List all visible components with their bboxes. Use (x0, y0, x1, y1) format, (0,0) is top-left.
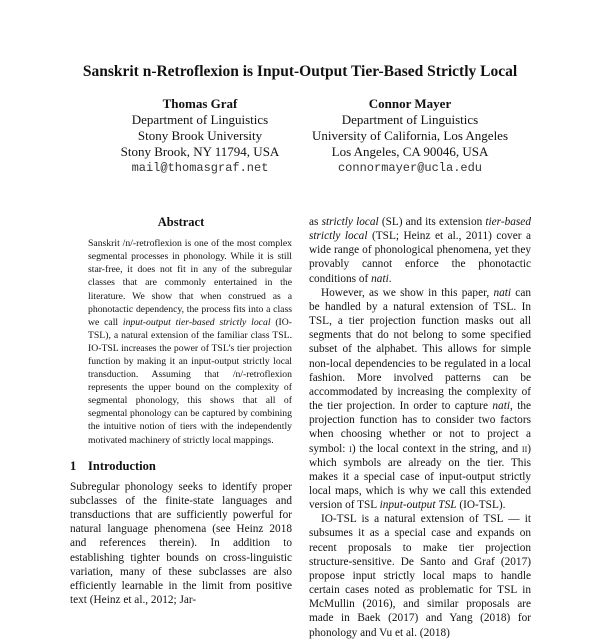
abstract-text-part: Sanskrit /n/-retroflexion is one of the most complex segmental processes in phonology. While it is still star-free, it does not fit in any of the subregular classes that are commonly entertained in the literature. We show that when construed as a phonotactic dependency, the process fits into a class we call (88, 238, 292, 328)
left-column (70, 215, 292, 607)
text-part: . (388, 272, 392, 285)
text-part: , the projection function has to consider two factors when choosing whether or not to project a symbol: (309, 400, 531, 455)
italic-term: tier-based strictly local (309, 216, 531, 243)
intro-paragraph: Subregular phonology seeks to identify proper subclasses of the finite-state languages and transductions that are sufficiently powerful for natural language phenomena (see Heinz 2018 and references therein). In addition to establishing tighter bounds on cross-linguistic variation, many of these subclasses are also efficiently learnable in the limit from positive text (Heinz et al., 2012; Jar- (70, 480, 292, 607)
text-part: can be handled by a natural extension of TSL. In TSL, a tier projection function masks out all segments that do not belong to some specified subset of the alphabet. This allows for simple non-local dependencies to be regulated in a local fashion. More involved patterns can be accommodated by increasing the complexity of the tier projection. In order to capture (309, 286, 531, 413)
paragraph-continuation (309, 215, 531, 286)
author-email[interactable]: mail@thomasgraf.net (131, 161, 269, 175)
section-heading-introduction (70, 459, 292, 473)
abstract-heading: Abstract (157, 215, 205, 229)
text-part: (SL) and its extension (378, 216, 486, 228)
list-marker: i (349, 442, 352, 455)
author-address: Stony Brook, NY 11794, USA (120, 144, 280, 159)
author-university: University of California, Los Angeles (311, 128, 509, 143)
italic-term: input-output TSL (379, 499, 457, 512)
italic-term: nati (492, 400, 510, 413)
abstract-body (70, 237, 292, 447)
author-university: Stony Brook University (137, 128, 263, 143)
section-number: 1 (70, 458, 77, 473)
text-part: ) the local context in the string, and (351, 442, 522, 455)
right-column (309, 215, 531, 640)
author-name: Thomas Graf (162, 96, 238, 111)
abstract-term: input-output tier-based strictly local (122, 316, 271, 328)
author-name: Connor Mayer (368, 96, 452, 111)
italic-term: nati (493, 286, 512, 299)
author-department: Department of Linguistics (341, 112, 479, 127)
text-part: (IO-TSL). (456, 499, 506, 512)
abstract-text (88, 237, 292, 447)
author-address: Los Angeles, CA 90046, USA (331, 144, 489, 159)
author-block-2 (290, 96, 530, 176)
text-part: However, as we show in this paper, (321, 286, 494, 299)
author-department: Department of Linguistics (131, 112, 269, 127)
paragraph-io-tsl: IO-TSL is a natural extension of TSL — it subsumes it as a special case and expands on recent proposals to make tier projection structure-sensitive. De Santo and Graf (2017) propose input strictly local maps to handle certain cases noted as problematic for TSL in McMullin (2016), and similar proposals are made in Baek (2017) and Yang (2018) for phonology and Vu et al. (2018) (309, 513, 531, 639)
abstract-text-part: (IO-TSL), a natural extension of the familiar class TSL. IO-TSL increases the power of TSL’s tier projection function by making it an input-output strictly local transduction. Assuming that /n/-retroflexion represents the upper bound on the complexity of segmental phonology, this shows that all of segmental phonology can be captured by combining the intuitive notion of tiers with the independently motivated machinery of strictly local mappings. (88, 316, 292, 446)
paper-title: Sanskrit n-Retroflexion is Input-Output Tier-Based Strictly Local (82, 63, 518, 80)
text-part: (TSL; Heinz et al., 2011) cover a wide range of phonological phenomena, yet they provably cannot enforce the phonotactic conditions of (309, 230, 531, 285)
author-block-1 (100, 96, 300, 176)
paragraph-nati (309, 286, 531, 513)
italic-term: strictly local (321, 216, 379, 228)
text-part: as (309, 216, 322, 228)
list-marker: ii (521, 442, 528, 455)
section-title: Introduction (88, 458, 156, 473)
italic-term: nati (371, 272, 389, 285)
author-email[interactable]: connormayer@ucla.edu (337, 161, 483, 175)
text-part: ) which symbols are already on the tier. This makes it a special case of input-output strictly local maps, which is why we call this extended version of TSL (309, 442, 531, 512)
